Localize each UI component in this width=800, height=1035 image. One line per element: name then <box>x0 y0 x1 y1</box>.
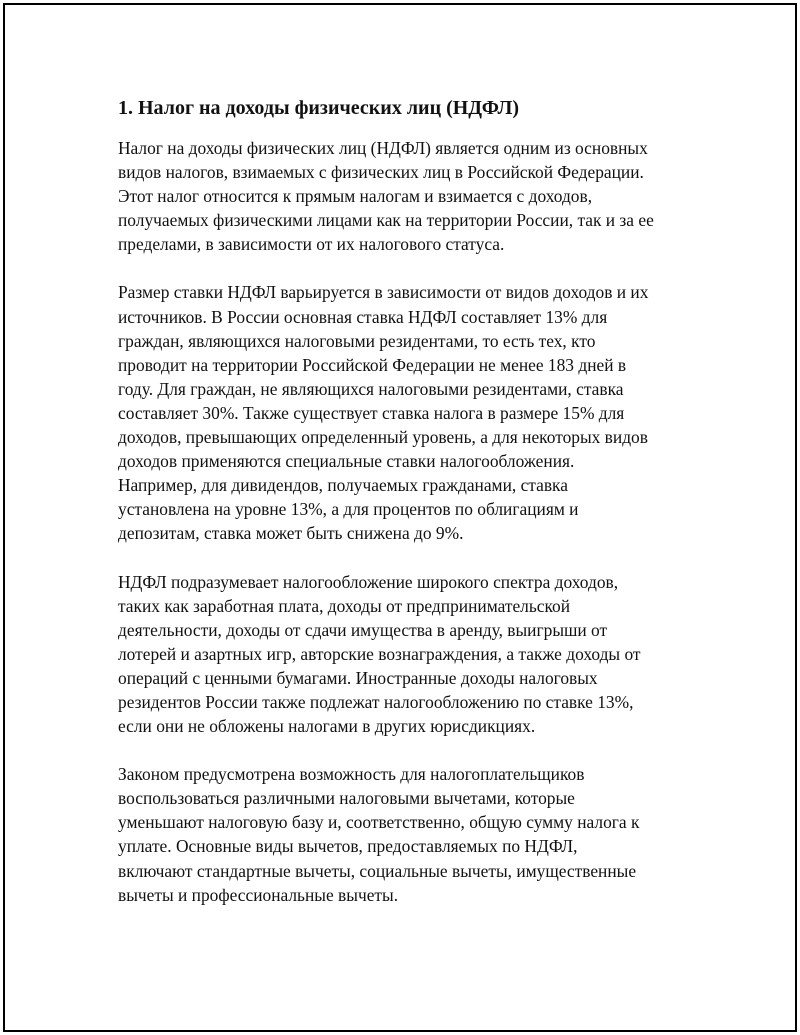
text-line: граждан, являющихся налоговыми резидентами, то есть тех, кто <box>118 330 596 351</box>
paragraph-income-types <box>118 570 698 739</box>
text-line: составляет 30%. Также существует ставка налога в размере 15% для <box>118 402 625 423</box>
text-line: включают стандартные вычеты, социальные вычеты, имущественные <box>118 860 637 881</box>
text-line: резидентов России также подлежат налогообложению по ставке 13%, <box>118 691 634 712</box>
text-line: таких как заработная плата, доходы от предпринимательской <box>118 595 571 616</box>
text-line: уплате. Основные виды вычетов, предоставляемых по НДФЛ, <box>118 836 578 857</box>
text-line: вычеты и профессиональные вычеты. <box>118 884 399 905</box>
text-line: уменьшают налоговую базу и, соответственно, общую сумму налога к <box>118 812 640 833</box>
text-line: если они не обложены налогами в других юрисдикциях. <box>118 716 536 737</box>
text-line: пределами, в зависимости от их налогового статуса. <box>118 234 505 255</box>
text-line: Налог на доходы физических лиц (НДФЛ) является одним из основных <box>118 138 648 158</box>
paragraph-intro <box>118 136 698 256</box>
text-line: Законом предусмотрена возможность для налогоплательщиков <box>118 764 585 785</box>
text-line: деятельности, доходы от сдачи имущества в аренду, выигрыши от <box>118 619 608 640</box>
text-line: установлена на уровне 13%, а для процентов по облигациям и <box>118 499 579 520</box>
paragraph-rates <box>118 280 698 545</box>
section-heading: 1. Налог на доходы физических лиц (НДФЛ) <box>118 97 520 119</box>
text-line: видов налогов, взимаемых с физических лиц в Российской Федерации. <box>118 162 644 183</box>
text-line: Размер ставки НДФЛ варьируется в зависимости от видов доходов и их <box>118 282 649 303</box>
text-line: Например, для дивидендов, получаемых гражданами, ставка <box>118 475 568 496</box>
text-line: году. Для граждан, не являющихся налоговыми резидентами, ставка <box>118 378 624 399</box>
text-line: доходов, превышающих определенный уровень, а для некоторых видов <box>118 427 648 448</box>
document-body <box>118 96 698 931</box>
paragraph-deductions <box>118 762 698 907</box>
text-line: воспользоваться различными налоговыми вычетами, которые <box>118 788 575 809</box>
text-line: лотерей и азартных игр, авторские вознаграждения, а также доходы от <box>118 643 641 664</box>
text-line: источников. В России основная ставка НДФЛ составляет 13% для <box>118 306 608 327</box>
text-line: получаемых физическими лицами как на территории России, так и за ее <box>118 210 654 231</box>
text-line: Этот налог относится к прямым налогам и взимается с доходов, <box>118 186 593 207</box>
text-line: проводит на территории Российской Федерации не менее 183 дней в <box>118 354 627 375</box>
text-line: НДФЛ подразумевает налогообложение широкого спектра доходов, <box>118 571 619 592</box>
text-line: доходов применяются специальные ставки налогообложения. <box>118 451 575 472</box>
text-line: операций с ценными бумагами. Иностранные доходы налоговых <box>118 667 598 688</box>
text-line: депозитам, ставка может быть снижена до 9%. <box>118 523 464 544</box>
